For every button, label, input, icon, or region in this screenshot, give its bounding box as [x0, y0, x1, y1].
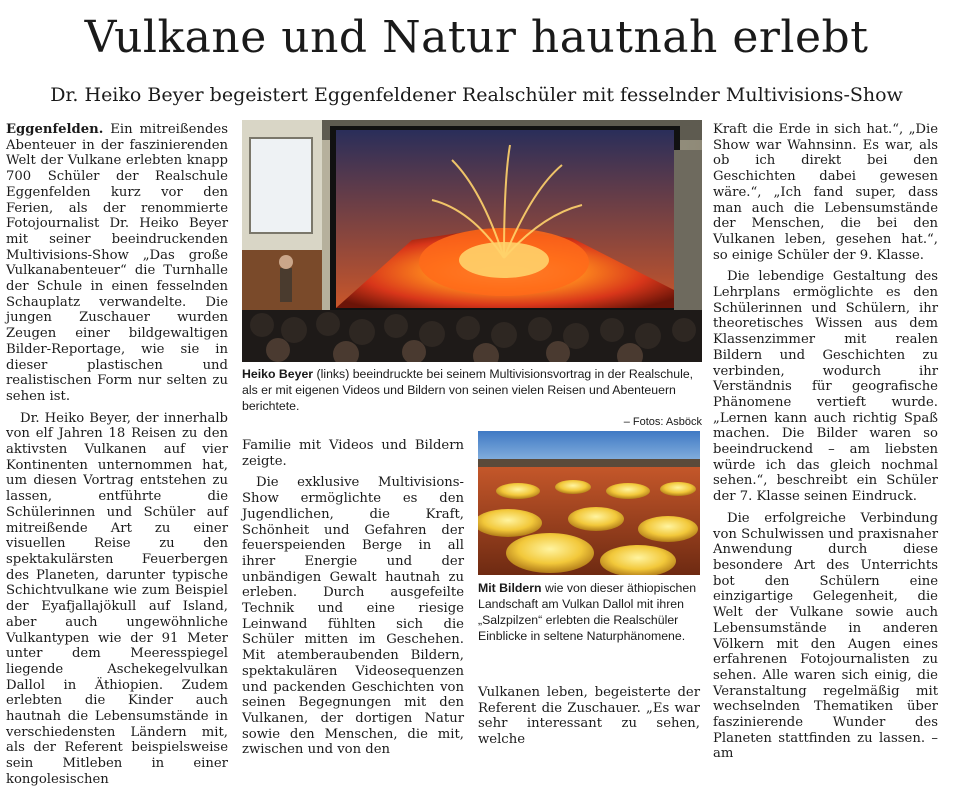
subheadline: Dr. Heiko Beyer begeistert Eggenfeldener Realschüler mit fesselnder Multivisions-Show	[50, 84, 903, 106]
article-paragraph: Die exklusive Multivisions-Show ermöglichte es den Jugendlichen, die Kraft, Schönheit und Gefahren der feuerspeienden Berge in all ihrer Energie und der unbändigen Gewalt hautnah zu erleben. Durch ausgefeilte Technik und eine riesige Leinwand fühlten sich die Schüler mitten im Geschehen. Mit atemberaubenden Bildern, spektakulären Videosequenzen und packenden Geschichten von seinen Begegnungen mit den Vulkanen, der dortigen Natur sowie den Menschen, die mit, zwischen und von den	[242, 475, 464, 758]
article-paragraph: Dr. Heiko Beyer, der innerhalb von elf Jahren 18 Reisen zu den aktivsten Vulkanen auf vier Kontinenten unternommen hat, um diesen Vortrag entstehen zu lassen, entführte die Schülerinnen und Schüler auf mitreißende Art zu einer visuellen Reise zu den spektakulärsten Feuerbergen des Planeten, darunter typische Schichtvulkane wie zum Beispiel der Eyafjallajökull auf Island, aber auch ungewöhnliche Vulkantypen wie der 91 Meter unter dem Meeresspiegel liegende Aschekegelvulkan Dallol in Äthiopien. Zudem erlebten die Kinder auch hautnah die Lebensumstände in verschiedensten Ländern mit, als der Referent beispielsweise sein Mitleben in einer kongolesischen	[6, 410, 228, 787]
caption-bold: Mit Bildern	[478, 581, 542, 595]
caption-text: (links) beeindruckte bei seinem Multivisionsvortrag in der Realschule, als er mit eigenen Videos und Bildern von seinen vielen Reisen und Abenteuern berichtete.	[242, 367, 694, 413]
lecture-photo	[242, 120, 702, 362]
article-paragraph: Vulkanen leben, begeisterte der Referent die Zuschauer. „Es war sehr interessant zu sehen, welche	[478, 685, 700, 748]
lecture-photo-image	[242, 120, 702, 362]
paragraph-text: Ein mitreißendes Abenteuer in der faszinierenden Welt der Vulkane erlebten knapp 700 Schüler der Realschule Eggenfelden kurz vor den Ferien, als der renommierte Fotojournalist Dr. Heiko Beyer mit seiner beeindruckenden Multivisions-Show „Das große Vulkanabenteuer“ die Turnhalle der Schule in einen fesselnden Schauplatz verwandelte. Die jungen Zuschauer wurden Zeugen einer bildgewaltigen Bilder-Reportage, wie sie in dieser plastischen und realistischen Form nur selten zu sehen ist.	[6, 122, 228, 404]
article-paragraph: Kraft die Erde in sich hat.“, „Die Show war Wahnsinn. Es war, als ob ich direkt bei den Geschichten dabei gewesen wäre.“, „Ich fand super, dass man auch die Lebensumstände der Menschen, die bei den Vulkanen leben, gesehen hat.“, so einige Schüler der 9. Klasse.	[713, 122, 938, 263]
headline: Vulkane und Natur hautnah erlebt	[84, 12, 869, 63]
article-column-2	[242, 438, 464, 764]
article-paragraph	[6, 122, 228, 405]
dallol-photo	[478, 431, 700, 575]
dallol-photo-caption	[478, 580, 700, 644]
article-column-4	[713, 122, 938, 768]
lecture-photo-caption	[242, 366, 702, 430]
photo-credit: – Fotos: Asböck	[623, 416, 702, 428]
caption-text: wie von dieser äthiopischen Landschaft am Vulkan Dallol mit ihren „Salzpilzen“ erlebten die Realschüler Einblicke in seltene Naturphänomene.	[478, 581, 697, 643]
article-column-3	[478, 685, 700, 754]
dateline: Eggenfelden.	[6, 122, 104, 137]
article-column-1	[6, 122, 228, 794]
article-paragraph: Die lebendige Gestaltung des Lehrplans ermöglichte es den Schülerinnen und Schülern, ihr theoretisches Wissen aus dem Klassenzimmer mit realen Bildern und Geschichten zu verbinden, wodurch ihr Verständnis für geografische Phänomene vertieft wurde. „Lernen kann auch richtig Spaß machen. Die Bilder waren so beeindruckend – am liebsten würde ich das gleich nochmal sehen.“, beschreibt ein Schüler der 7. Klasse seinen Eindruck.	[713, 269, 938, 505]
dallol-photo-image	[478, 431, 700, 575]
caption-bold: Heiko Beyer	[242, 367, 314, 381]
article-paragraph: Familie mit Videos und Bildern zeigte.	[242, 438, 464, 469]
article-paragraph: Die erfolgreiche Verbindung von Schulwissen und praxisnaher Anwendung durch diese besondere Art des Unterrichts bot den Schülern eine einzigartige Gelegenheit, die Welt der Vulkane sowie auch Lebensumstände in anderen Völkern mit den Augen eines erfahrenen Fotojournalisten zu sehen. Alle waren sich einig, die Veranstaltung regelmäßig mit wechselnden Thematiken über faszinierende Wunder des Planeten stattfinden zu lassen. – am	[713, 510, 938, 762]
